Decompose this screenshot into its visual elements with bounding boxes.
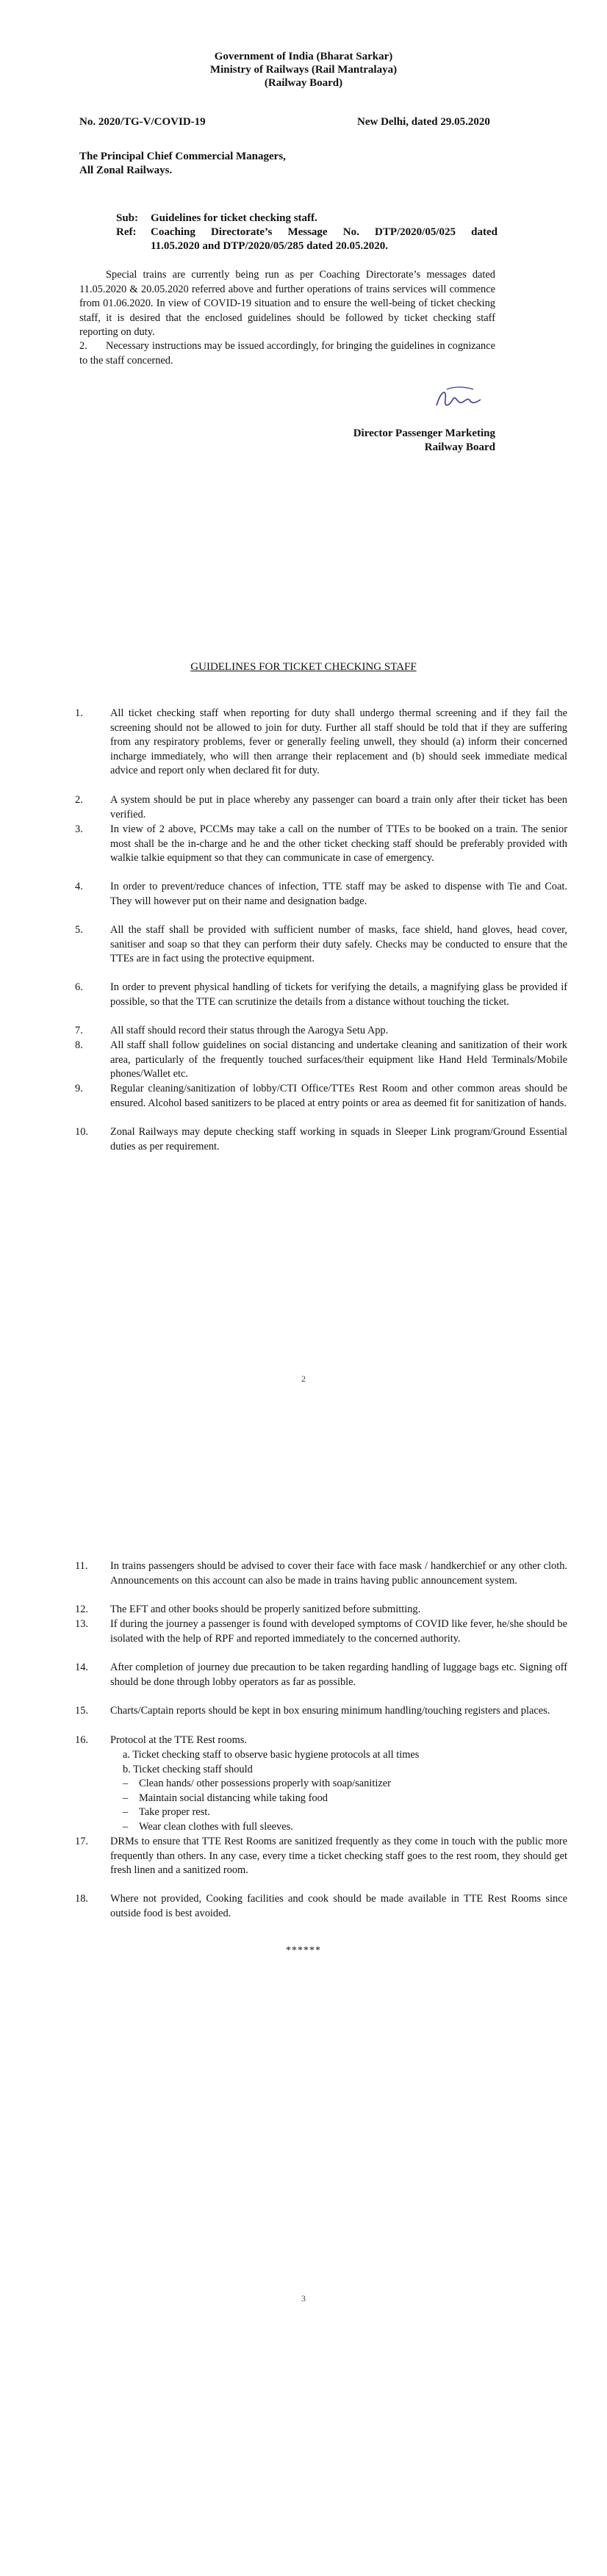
item-text: DRMs to ensure that TTE Rest Rooms are sanitized frequently as they come in touch with the public more frequently than others. In any case, every time a ticket checking staff goes to the rest room, they should get fresh linen and a sanitized room. (110, 1836, 567, 1877)
header-line-2: Ministry of Railways (Rail Mantralaya) (209, 64, 398, 76)
reference-number: No. 2020/TG-V/COVID-19 (79, 116, 206, 128)
signatory-designation: Director Passenger Marketing (353, 427, 495, 439)
item-text: All staff should record their status through the Aarogya Setu App. (110, 1025, 389, 1036)
item-text: Protocol at the TTE Rest rooms. (110, 1734, 247, 1746)
end-mark: ****** (286, 1945, 321, 1956)
item-text: All staff shall follow guidelines on social distancing and undertake cleaning and sanitization of their work area, particularly of the frequently touched surfaces/their equipment like Hand Held Terminals/Mobile phones/Wallet etc. (110, 1039, 567, 1080)
bullet-item (123, 1805, 210, 1820)
item-text: All ticket checking staff when reporting for duty shall undergo thermal screening and if they fail the screening should not be allowed to join for duty. Further all staff should be told that if they are suffering from any respiratory problems, fever or generally feeling unwell, they should (a) inform their concerned incharge immediately, who will then arrange their replacement and (b) should seek immediate medical advice and report only when declared fit for duty. (110, 707, 567, 777)
reference-label: Ref: (116, 226, 137, 238)
dash-bullet-icon: – (123, 1821, 129, 1833)
item-number: 9. (75, 1083, 83, 1094)
dash-bullet-icon: – (123, 1778, 129, 1789)
protocol-sub-b: b. Ticket checking staff should (123, 1764, 253, 1775)
page-2 (0, 1388, 607, 2576)
bullet-item (123, 1777, 391, 1792)
bullet-text: Wear clean clothes with full sleeves. (139, 1821, 293, 1833)
item-text: In order to prevent physical handling of tickets for verifying the details, a magnifying glass be provided if possible, so that the TTE can scrutinize the details from a distance without touching the ticket. (110, 981, 567, 1008)
item-number: 12. (75, 1603, 88, 1615)
item-number: 1. (75, 707, 83, 719)
item-text: Zonal Railways may depute checking staff working in squads in Sleeper Link program/Ground Essential duties as per requirement. (110, 1126, 567, 1152)
paragraph-2-number: 2. (79, 340, 87, 352)
item-text: After completion of journey due precaution to be taken regarding handling of luggage bags etc. Signing off should be done through lobby operators as far as possible. (110, 1662, 567, 1688)
item-text: In view of 2 above, PCCMs may take a call on the number of TTEs to be booked on a train. The senior most shall be the in-charge and he and the other ticket checking staff should be preferably provided with walkie talkie equipment so that they can communicate in case of emergency. (110, 823, 567, 865)
item-text: A system should be put in place whereby any passenger can board a train only after their ticket has been verified. (110, 794, 567, 820)
addressee-line-1: The Principal Chief Commercial Managers, (79, 151, 286, 162)
item-number: 13. (75, 1618, 88, 1630)
subject-text: Guidelines for ticket checking staff. (151, 212, 317, 224)
item-number: 4. (75, 881, 83, 892)
signatory-office: Railway Board (424, 441, 495, 453)
header-line-3: (Railway Board) (264, 77, 343, 89)
item-number: 11. (75, 1560, 88, 1572)
header-line-1: Government of India (Bharat Sarkar) (214, 51, 393, 62)
item-text: Charts/Captain reports should be kept in box ensuring minimum handling/touching registers and places. (110, 1705, 550, 1717)
page-number: 3 (301, 2293, 306, 2303)
bullet-item (123, 1820, 293, 1835)
item-number: 15. (75, 1705, 88, 1717)
item-number: 5. (75, 924, 83, 936)
paragraph-2: Necessary instructions may be issued accordingly, for bringing the guidelines in cognizance to the staff concerned. (79, 340, 495, 367)
item-number: 2. (75, 794, 83, 806)
item-text: All the staff shall be provided with sufficient number of masks, face shield, hand gloves, head cover, sanitiser and soap so that they can perform their duty safely. Checks may be conducted to ensure that the TTEs are in fact using the protective equipment. (110, 924, 567, 965)
bullet-text: Maintain social distancing while taking food (139, 1792, 328, 1804)
paragraph-1: Special trains are currently being run as per Coaching Directorate’s messages dated 11.05.2020 & 20.05.2020 referred above and further operations of trains services will commence from 01.06.2020. In view of COVID-19 situation and to ensure the well-being of ticket checking staff, it is desired that the enclosed guidelines should be followed by ticket checking staff reporting on duty. (79, 269, 495, 339)
item-number: 16. (75, 1734, 88, 1746)
guidelines-title: GUIDELINES FOR TICKET CHECKING STAFF (190, 661, 417, 673)
dash-bullet-icon: – (123, 1806, 129, 1818)
subject-label: Sub: (116, 212, 139, 224)
item-text: The EFT and other books should be properly sanitized before submitting. (110, 1603, 421, 1615)
bullet-item (123, 1792, 328, 1806)
item-text: In order to prevent/reduce chances of infection, TTE staff may be asked to dispense with Tie and Coat. They will however put on their name and designation badge. (110, 881, 567, 907)
item-number: 18. (75, 1893, 88, 1905)
item-number: 8. (75, 1039, 83, 1051)
item-text: In trains passengers should be advised to cover their face with face mask / handkerchief or any other cloth. Announcements on this account can also be made in trains having public announcement system. (110, 1560, 567, 1587)
item-number: 7. (75, 1025, 83, 1036)
item-number: 17. (75, 1836, 88, 1847)
signature (432, 383, 484, 413)
item-text: Regular cleaning/sanitization of lobby/CTI Office/TTEs Rest Room and other common areas should be ensured. Alcohol based sanitizers to be placed at entry points or area as deemed fit for sanitization of hands. (110, 1083, 567, 1109)
page-number: 2 (301, 1374, 306, 1384)
item-number: 3. (75, 823, 83, 835)
item-number: 6. (75, 981, 83, 993)
item-number: 14. (75, 1662, 88, 1673)
item-text: Where not provided, Cooking facilities and cook should be made available in TTE Rest Rooms since outside food is best avoided. (110, 1893, 567, 1919)
bullet-text: Clean hands/ other possessions properly with soap/sanitizer (139, 1778, 391, 1789)
letter-date: New Delhi, dated 29.05.2020 (357, 116, 490, 128)
reference-line-1: Coaching Directorate’s Message No. DTP/2020/05/025 dated (151, 226, 498, 238)
dash-bullet-icon: – (123, 1792, 129, 1804)
bullet-text: Take proper rest. (139, 1806, 210, 1818)
item-text: If during the journey a passenger is found with developed symptoms of COVID like fever, he/she should be isolated with the help of RPF and reported immediately to the concerned authority. (110, 1618, 567, 1645)
reference-line-2: 11.05.2020 and DTP/2020/05/285 dated 20.05.2020. (151, 240, 388, 252)
protocol-sub-a: a. Ticket checking staff to observe basic hygiene protocols at all times (123, 1749, 420, 1761)
item-number: 10. (75, 1126, 88, 1138)
addressee-line-2: All Zonal Railways. (79, 165, 173, 176)
